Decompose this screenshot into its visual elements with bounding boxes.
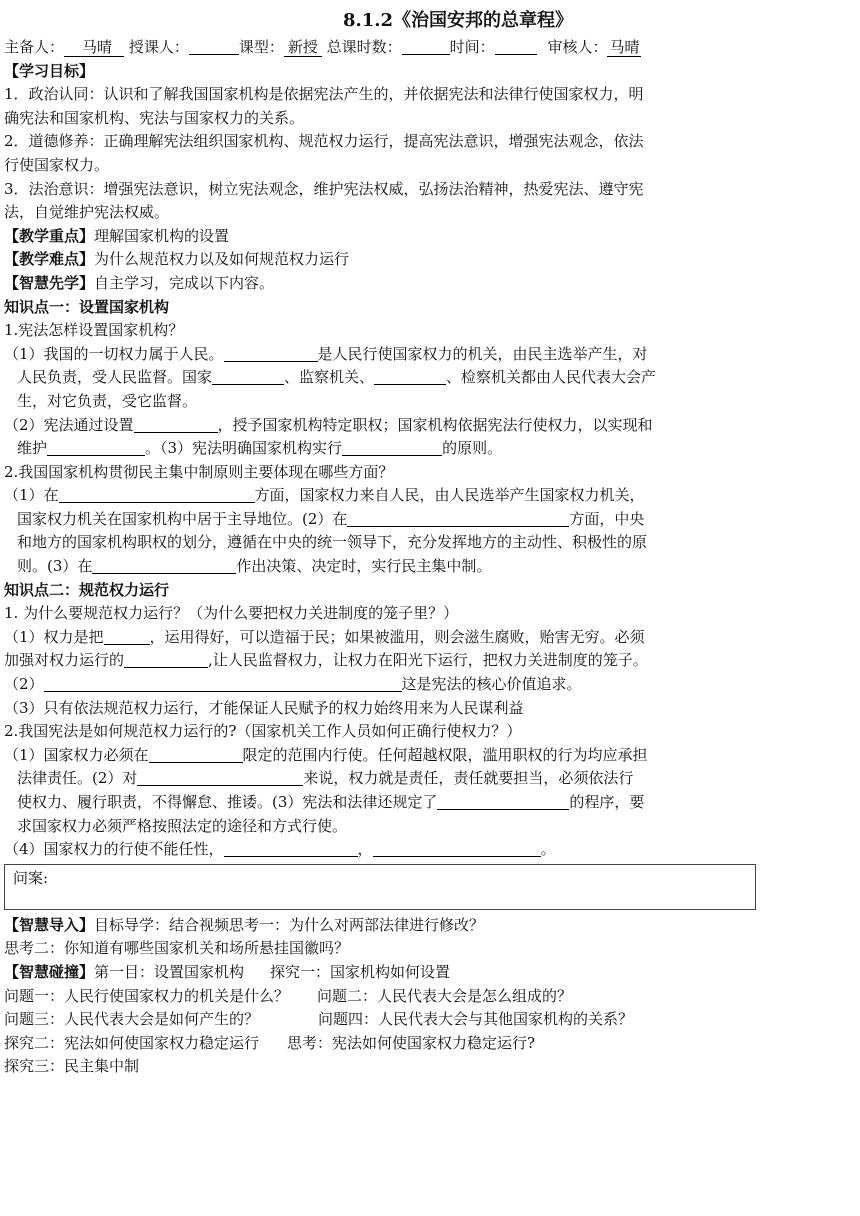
goal-2-line-2: 行使国家权力。 xyxy=(4,155,110,174)
kp2-question-2: 2.我国宪法是如何规范权力运行的?（国家机关工作人员如何正确行使权力？） xyxy=(4,722,522,741)
page-title: 8.1.2《治国安邦的总章程》 xyxy=(342,10,574,31)
questions-row-1 xyxy=(4,985,858,1009)
kp1-p1-line-2: 人民负责，受人民监督。国家 、监察机关、 、检察机关都由人民代表大会产 xyxy=(17,368,657,387)
time-label: 时间： xyxy=(449,38,495,56)
kp1-p3-line-3: 和地方的国家机构职权的划分，遵循在中央的统一领导下，充分发挥地方的主动性、积极性的原 xyxy=(17,533,648,552)
collide-section: 第一目：设置国家机构 xyxy=(94,962,245,981)
collide-label: 【智慧碰撞】 xyxy=(4,962,95,981)
goal-3-line-1: 3．法治意识：增强宪法意识，树立宪法观念，维护宪法权威，弘扬法治精神，热爱宪法、遵守宪 xyxy=(4,179,644,198)
blank[interactable] xyxy=(342,438,442,456)
total-hours-blank xyxy=(402,37,450,55)
kp1-question-2: 2.我国国家机构贯彻民主集中制原则主要体现在哪些方面？ xyxy=(4,462,394,481)
blank[interactable] xyxy=(373,839,541,857)
preparer-label: 主备人： xyxy=(4,38,65,56)
blank[interactable] xyxy=(47,438,145,456)
header-info-row xyxy=(4,36,858,60)
blank[interactable] xyxy=(134,415,218,433)
question-box[interactable] xyxy=(4,864,756,910)
kp2-p2: （2） 这是宪法的核心价值追求。 xyxy=(4,675,582,694)
goal-2-line-1: 2．道德修养：正确理解宪法组织国家机构、规范权力运行，提高宪法意识，增强宪法观念，依法 xyxy=(4,132,644,151)
goal-3-line-2: 法，自觉维护宪法权威。 xyxy=(4,203,170,222)
teacher-label: 授课人： xyxy=(128,38,189,56)
kp1-p2-line-1: （2）宪法通过设置 ，授予国家机构特定职权；国家机构依据宪法行使权力，以实现和 xyxy=(4,415,653,434)
kp2-p4-line-3: 使权力、履行职责，不得懈怠、推诿。(3）宪法和法律还规定了 的程序，要 xyxy=(17,793,645,811)
collide-line xyxy=(4,961,858,985)
explore-3: 探究三：民主集中制 xyxy=(4,1057,140,1076)
teacher-blank xyxy=(189,37,239,55)
question-box-label: 问案: xyxy=(13,868,49,887)
blank[interactable] xyxy=(224,344,318,362)
difficulty-label: 【教学难点】 xyxy=(4,250,95,269)
kp2-p4-line-2: 法律责任。(2）对 来说，权力就是责任，责任就要担当，必须依法行 xyxy=(17,769,634,788)
prestudy-text: 自主学习，完成以下内容。 xyxy=(94,273,275,292)
intro-label: 【智慧导入】 xyxy=(4,915,95,934)
explore-2-row xyxy=(4,1032,858,1056)
kp2-question-1: 1. 为什么要规范权力运行？（为什么要把权力关进制度的笼子里？） xyxy=(4,604,459,623)
question-3: 问题三：人民代表大会是如何产生的？ xyxy=(4,1010,260,1029)
prestudy-label: 【智慧先学】 xyxy=(4,273,95,292)
kp2-p1-line-1: （1）权力是把 ，运用得好，可以造福于民；如果被滥用，则会滋生腐败，贻害无穷。必须 xyxy=(4,627,645,646)
intro-think-2: 思考二：你知道有哪些国家机关和场所悬挂国徽吗？ xyxy=(4,939,350,958)
total-hours-label: 总课时数： xyxy=(326,38,402,56)
blank[interactable] xyxy=(374,367,446,385)
kp1-p1-line-1: （1）我国的一切权力属于人民。 是人民行使国家权力的机关，由民主选举产生，对 xyxy=(4,344,648,363)
lesson-type-label: 课型： xyxy=(238,38,284,56)
explore-1: 探究一：国家机构如何设置 xyxy=(270,962,451,981)
difficulty-text: 为什么规范权力以及如何规范权力运行 xyxy=(94,250,350,269)
kp1-p3-line-2: 国家权力机关在国家机构中居于主导地位。(2）在 方面，中央 xyxy=(17,509,645,528)
teaching-difficulty xyxy=(4,248,858,272)
goal-1-line-2: 确宪法和国家机构、宪法与国家权力的关系。 xyxy=(4,108,305,127)
blank[interactable] xyxy=(104,627,150,645)
focus-text: 理解国家机构的设置 xyxy=(94,226,230,245)
prestudy xyxy=(4,272,858,296)
kp2-p5: （4）国家权力的行使不能任性， ， 。 xyxy=(4,840,556,859)
blank[interactable] xyxy=(347,509,569,527)
intro-line xyxy=(4,914,858,938)
blank[interactable] xyxy=(149,745,243,763)
question-1: 问题一：人民行使国家权力的机关是什么？ xyxy=(4,986,290,1005)
focus-label: 【教学重点】 xyxy=(4,226,95,245)
lesson-type-value: 新授 xyxy=(284,39,322,57)
explore-2-think: 思考：宪法如何使国家权力稳定运行? xyxy=(287,1033,536,1052)
kp2-p1-line-2: 加强对权力运行的 ,让人民监督权力，让权力在阳光下运行，把权力关进制度的笼子。 xyxy=(4,651,648,670)
blank[interactable] xyxy=(224,839,358,857)
kp1-p3-line-4: 则。(3）在 作出决策、决定时，实行民主集中制。 xyxy=(17,557,492,576)
time-blank xyxy=(495,37,537,55)
questions-row-2 xyxy=(4,1008,858,1032)
explore-2: 探究二：宪法如何使国家权力稳定运行 xyxy=(4,1033,260,1052)
kp2-heading: 知识点二：规范权力运行 xyxy=(4,580,170,599)
kp1-p2-line-2: 维护 。（3）宪法明确国家机构实行 的原则。 xyxy=(17,439,503,458)
worksheet-page xyxy=(4,0,858,1079)
teaching-focus xyxy=(4,225,858,249)
preparer-value: 马晴 xyxy=(64,39,124,57)
blank[interactable] xyxy=(124,650,208,668)
kp1-question-1: 1.宪法怎样设置国家机构？ xyxy=(4,321,184,340)
blank[interactable] xyxy=(59,485,255,503)
kp1-p1-line-3: 生，对它负责，受它监督。 xyxy=(17,391,198,410)
kp2-p4-line-4: 求国家权力必须严格按照法定的途径和方式行使。 xyxy=(17,816,348,835)
kp1-heading: 知识点一：设置国家机构 xyxy=(4,297,170,316)
blank[interactable] xyxy=(437,792,569,810)
goals-heading: 【学习目标】 xyxy=(4,61,95,80)
kp2-p4-line-1: （1）国家权力必须在 限定的范围内行使。任何超越权限，滥用职权的行为均应承担 xyxy=(4,745,648,764)
question-2: 问题二：人民代表大会是怎么组成的？ xyxy=(317,986,573,1005)
kp2-p3: （3）只有依法规范权力运行，才能保证人民赋予的权力始终用来为人民谋利益 xyxy=(4,698,524,717)
intro-text: 目标导学：结合视频思考一：为什么对两部法律进行修改？ xyxy=(94,915,485,934)
goal-1-line-1: 1．政治认同：认识和了解我国国家机构是依据宪法产生的，并依据宪法和法律行使国家权力，明 xyxy=(4,85,644,104)
blank[interactable] xyxy=(137,768,303,786)
reviewer-value: 马晴 xyxy=(609,38,640,56)
question-4: 问题四：人民代表大会与其他国家机构的关系？ xyxy=(318,1010,634,1029)
blank[interactable] xyxy=(92,556,236,574)
kp1-p3-line-1: （1）在 方面，国家权力来自人民，由人民选举产生国家权力机关， xyxy=(4,486,645,505)
blank[interactable] xyxy=(212,367,284,385)
reviewer-label: 审核人： xyxy=(547,38,608,56)
blank[interactable] xyxy=(44,674,402,692)
